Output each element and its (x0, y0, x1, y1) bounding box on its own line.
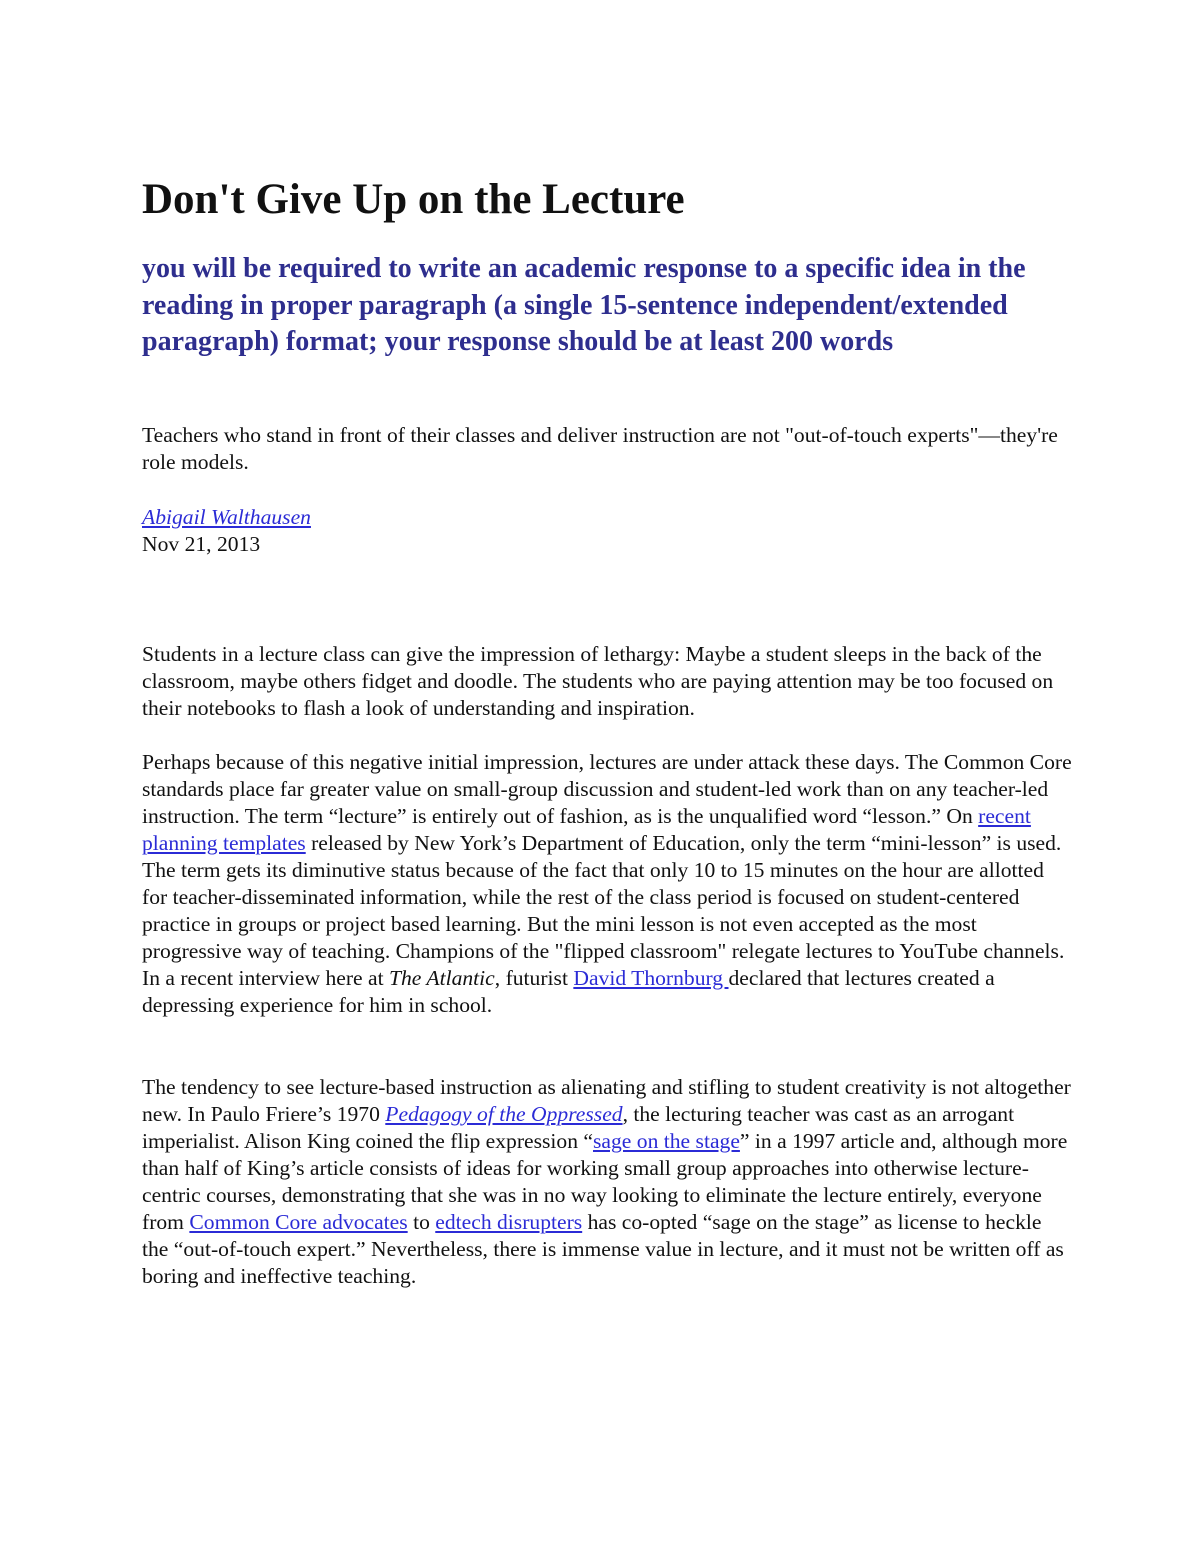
author-link[interactable]: Abigail Walthausen (142, 505, 311, 529)
publication-name: The Atlantic (389, 966, 495, 990)
paragraph-2-text: released by New York’s Department of Education, only the term “mini-lesson” is used. The term gets its diminutive status because of the fact that only 10 to 15 minutes on the hour are allotted for teacher-disseminated information, while the rest of the class period is focused on student-centered practice in groups or project based learning. But the mini lesson is not even accepted as the most progressive way of teaching. Champions of the "flipped classroom" relegate lectures to YouTube channels. In a recent interview here at (142, 831, 1065, 990)
edtech-disrupters-link[interactable]: edtech disrupters (435, 1210, 583, 1234)
sage-on-the-stage-link[interactable]: sage on the stage (593, 1129, 740, 1153)
planning-templates-link[interactable]: recent planning templates (142, 804, 1031, 855)
article-deck: Teachers who stand in front of their classes and deliver instruction are not "out-of-touch experts"—they're role models. (142, 423, 1058, 474)
paragraph-3-text: ” in a 1997 article and, although more than half of King’s article consists of ideas for working small group approaches into otherwise lecture-centric courses, demonstrating that she was in no way looking to eliminate the lecture entirely, everyone from (142, 1129, 1068, 1234)
paragraph-3-text: The tendency to see lecture-based instruction as alienating and stifling to student creativity is not altogether new. In Paulo Friere’s 1970 (142, 1075, 1071, 1126)
paragraph-3 (142, 1074, 1072, 1290)
publish-date: Nov 21, 2013 (142, 532, 261, 556)
article-title: Don't Give Up on the Lecture (142, 176, 685, 223)
paragraph-2-text: Perhaps because of this negative initial impression, lectures are under attack these days. The Common Core standards place far greater value on small-group discussion and student-led work than on any teacher-led instruction. The term “lecture” is entirely out of fashion, as is the unqualified word “lesson.” On (142, 750, 1072, 828)
paragraph-1: Students in a lecture class can give the impression of lethargy: Maybe a student sleeps in the back of the classroom, maybe others fidget and doodle. The students who are paying attention may be too focused on their notebooks to flash a look of understanding and inspiration. (142, 642, 1054, 720)
common-core-advocates-link[interactable]: Common Core advocates (189, 1210, 408, 1234)
pedagogy-of-the-oppressed-link[interactable]: Pedagogy of the Oppressed (385, 1102, 623, 1126)
paragraph-2-text: , futurist (494, 966, 574, 990)
paragraph-3-text: has co-opted “sage on the stage” as license to heckle the “out-of-touch expert.” Nevertheless, there is immense value in lecture, and it must not be written off as boring and ineffective teaching. (142, 1210, 1064, 1288)
paragraph-3-text: to (407, 1210, 436, 1234)
paragraph-3-text: , the lecturing teacher was cast as an arrogant imperialist. Alison King coined the flip expression “ (142, 1102, 1015, 1153)
david-thornburg-link[interactable]: David Thornburg (573, 966, 729, 990)
paragraph-2 (142, 749, 1072, 1019)
byline (142, 504, 1072, 558)
assignment-instructions: you will be required to write an academic response to a specific idea in the reading in proper paragraph (a single 15-sentence independent/extended paragraph) format; your response should be at least 200 words (142, 253, 1026, 357)
paragraph-2-text: declared that lectures created a depressing experience for him in school. (142, 966, 995, 1017)
